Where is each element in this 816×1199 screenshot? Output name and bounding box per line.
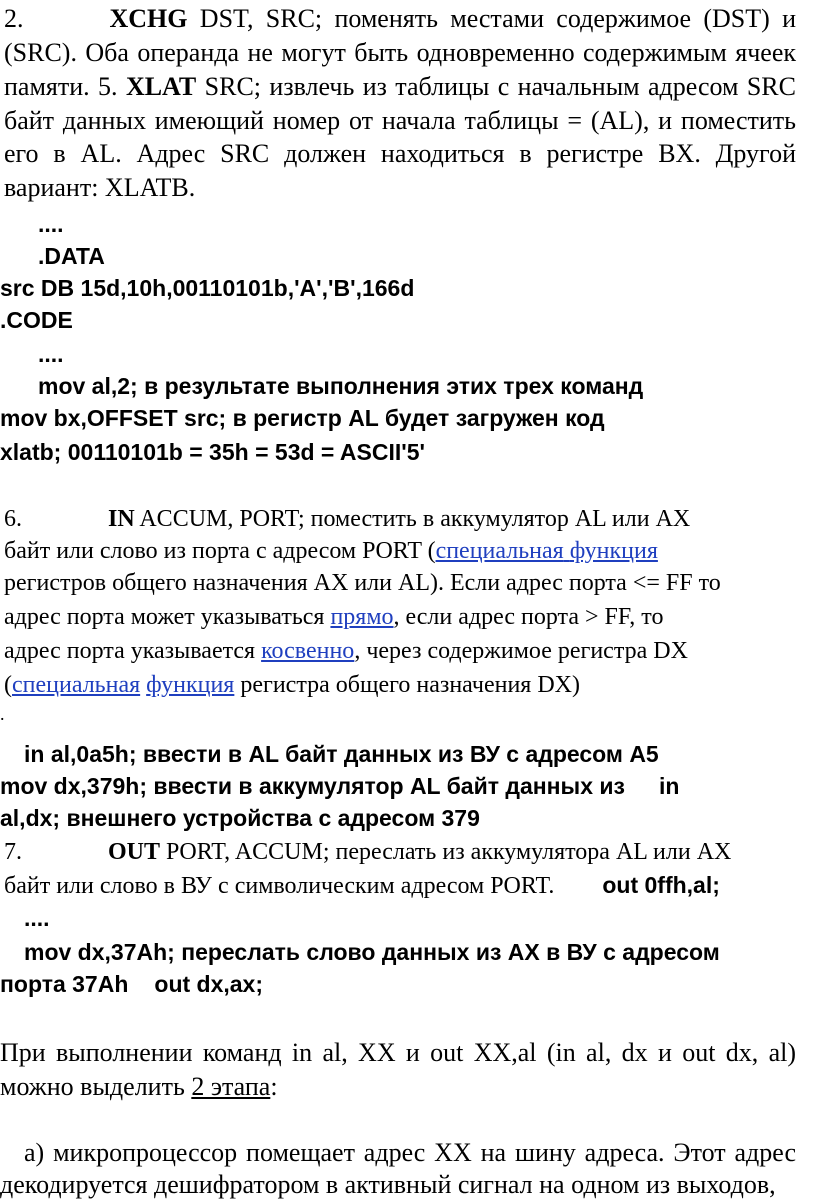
- xchg-line-4: байт данных имеющий номер от начала таблицы = (AL), и поместить: [4, 106, 796, 135]
- command-xchg: XCHG: [109, 4, 188, 33]
- item-number: 7.: [4, 839, 22, 865]
- stages-line-4: декодируется дешифратором в активный сигнал на одном из выходов,: [0, 1170, 776, 1199]
- command-in: IN: [108, 506, 135, 532]
- code-line: mov dx,379h; ввести в аккумулятор AL байт данных из in: [0, 773, 680, 799]
- code-line: .DATA: [38, 243, 105, 269]
- code-line: порта 37Ah out dx,ax;: [0, 971, 264, 997]
- item-number: 2.: [4, 4, 24, 33]
- in-line-6: (специальная функция регистра общего назначения DX): [4, 672, 580, 698]
- out-line-2: байт или слово в ВУ с символическим адресом PORT. out 0ffh,al;: [4, 872, 720, 899]
- code-line: ....: [38, 211, 64, 237]
- link-special-function[interactable]: специальная функция: [435, 538, 658, 564]
- in-line-2: байт или слово из порта с адресом PORT (специальная функция: [4, 538, 658, 564]
- code-line: mov dx,37Ah; переслать слово данных из AX в ВУ с адресом: [24, 939, 720, 965]
- xchg-line-3: памяти. 5. XLAT SRC; извлечь из таблицы с начальным адресом SRC: [4, 72, 796, 101]
- xchg-line-1: 2. XCHG DST, SRC; поменять местами содержимое (DST) и: [4, 4, 796, 33]
- code-line: src DB 15d,10h,00110101b,'A','B',166d: [0, 275, 415, 301]
- underlined-2-stages: 2 этапа: [191, 1072, 271, 1101]
- code-line: xlatb; 00110101b = 35h = 53d = ASCII'5': [0, 439, 425, 465]
- link-function[interactable]: функция: [146, 672, 235, 698]
- code-line: mov al,2; в результате выполнения этих трех команд: [38, 373, 644, 399]
- stages-line-2: можно выделить 2 этапа:: [0, 1072, 278, 1101]
- xchg-line-6: вариант: XLATB.: [4, 173, 196, 202]
- xchg-line-2: (SRC). Оба операнда не могут быть одновременно содержимым ячеек: [4, 38, 796, 67]
- code-line: ....: [24, 905, 50, 931]
- xchg-line-5: его в AL. Адрес SRC должен находиться в регистре BX. Другой: [4, 139, 796, 168]
- code-line: .CODE: [0, 307, 73, 333]
- out-line-1: 7. OUT PORT, ACCUM; переслать из аккумулятора AL или AX: [4, 839, 732, 865]
- in-line-5: адрес порта указывается косвенно, через содержимое регистра DX: [4, 638, 688, 664]
- code-line: ....: [38, 341, 64, 367]
- in-line-3: регистров общего назначения AX или AL). Если адрес порта <= FF то: [4, 570, 721, 596]
- stages-line-1: При выполнении команд in al, XX и out XX,al (in al, dx и out dx, al): [0, 1038, 796, 1067]
- code-line: al,dx; внешнего устройства с адресом 379: [0, 805, 480, 831]
- code-line: in al,0a5h; ввести в AL байт данных из ВУ с адресом A5: [24, 741, 659, 767]
- item-number: 6.: [4, 506, 22, 532]
- in-line-4: адрес порта может указываться прямо, если адрес порта > FF, то: [4, 604, 664, 630]
- stages-line-3: а) микропроцессор помещает адрес XX на шину адреса. Этот адрес: [24, 1138, 796, 1167]
- in-line-1: 6. IN ACCUM, PORT; поместить в аккумулятор AL или AX: [4, 506, 691, 532]
- code-line: mov bx,OFFSET src; в регистр AL будет загружен код: [0, 405, 605, 431]
- stray-dot: .: [0, 704, 5, 724]
- command-out: OUT: [108, 839, 161, 865]
- link-direct[interactable]: прямо: [330, 604, 394, 630]
- link-indirect[interactable]: косвенно: [261, 638, 355, 664]
- command-xlat: XLAT: [125, 72, 197, 101]
- link-special[interactable]: специальная: [12, 672, 141, 698]
